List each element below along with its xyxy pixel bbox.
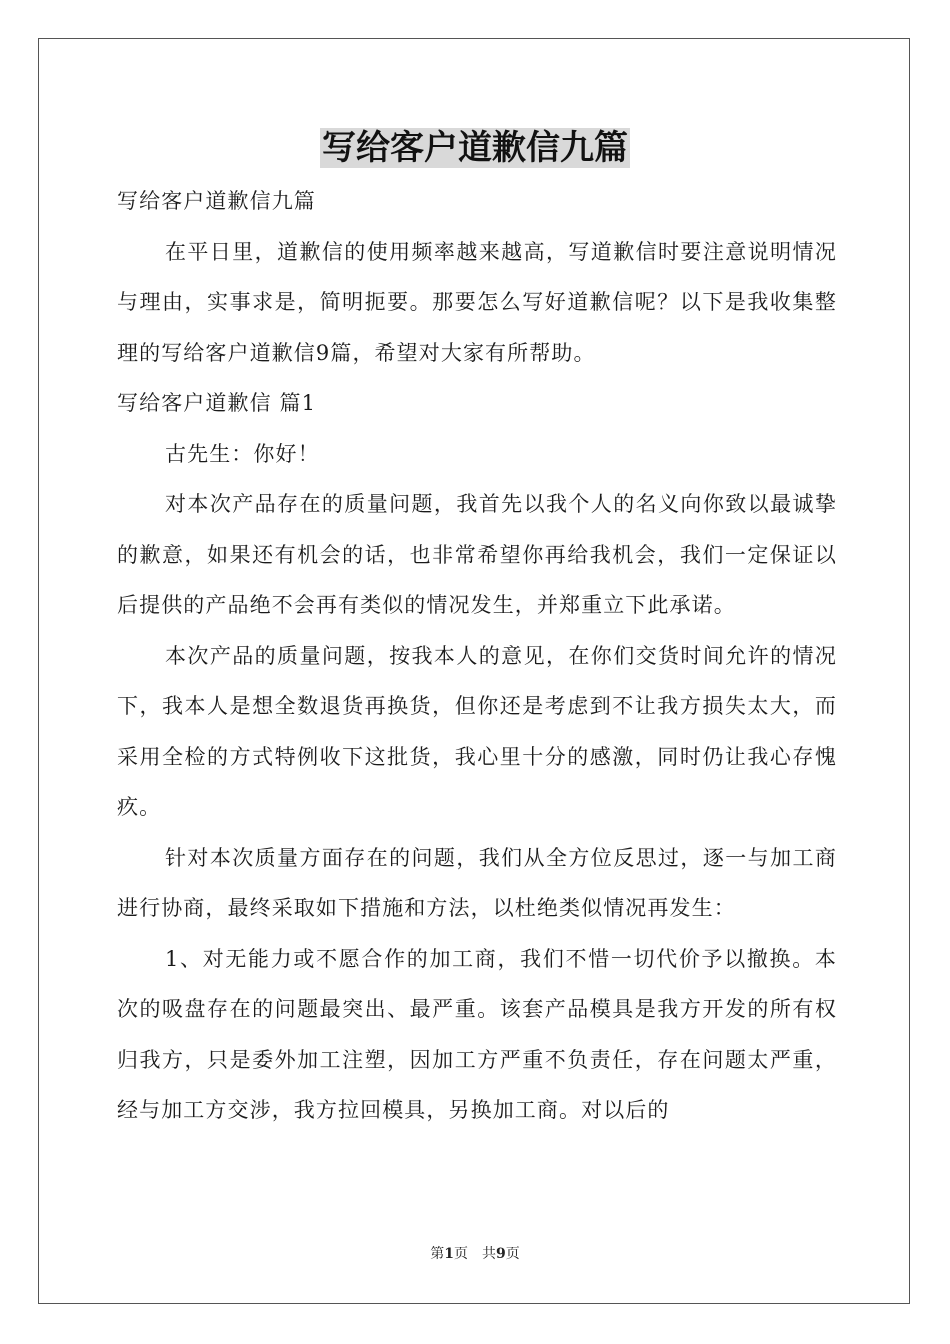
paragraph: 写给客户道歉信九篇 [117, 189, 316, 213]
section-heading: 写给客户道歉信 篇1 [117, 391, 317, 415]
page-suffix: 页 [505, 1246, 520, 1262]
document-title [0, 124, 950, 172]
salutation: 古先生：你好！ [165, 441, 320, 466]
paragraph: 对本次产品存在的质量问题，我首先以我个人的名义向你致以最诚挚的歉意，如果还有机会的话，也非常希望你再给我机会，我们一定保证以后提供的产品绝不会再有类似的情况发生，并郑重立下此承诺。 [117, 492, 837, 617]
page-prefix: 第 [430, 1246, 445, 1262]
document-body [117, 176, 837, 1136]
paragraph: 针对本次质量方面存在的问题，我们从全方位反思过，逐一与加工商进行协商，最终采取如下措施和方法，以杜绝类似情况再发生： [117, 845, 837, 920]
page-mid: 页 共 [454, 1246, 496, 1262]
page-current: 1 [444, 1246, 454, 1262]
document-title-text: 写给客户道歉信九篇 [322, 128, 628, 168]
paragraph: 在平日里，道歉信的使用频率越来越高，写道歉信时要注意说明情况与理由，实事求是，简明扼要。那要怎么写好道歉信呢？以下是我收集整理的写给客户道歉信9篇，希望对大家有所帮助。 [117, 239, 837, 365]
paragraph: 1、对无能力或不愿合作的加工商，我们不惜一切代价予以撤换。本次的吸盘存在的问题最突出、最严重。该套产品模具是我方开发的所有权归我方，只是委外加工注塑，因加工方严重不负责任，存在问题太严重，经与加工方交涉，我方拉回模具，另换加工商。对以后的 [117, 946, 837, 1122]
page-total: 9 [496, 1246, 506, 1262]
page-footer [0, 1245, 950, 1263]
paragraph: 本次产品的质量问题，按我本人的意见，在你们交货时间允许的情况下，我本人是想全数退货再换货，但你还是考虑到不让我方损失太大，而采用全检的方式特例收下这批货，我心里十分的感激，同时仍让我心存愧疚。 [117, 643, 837, 819]
